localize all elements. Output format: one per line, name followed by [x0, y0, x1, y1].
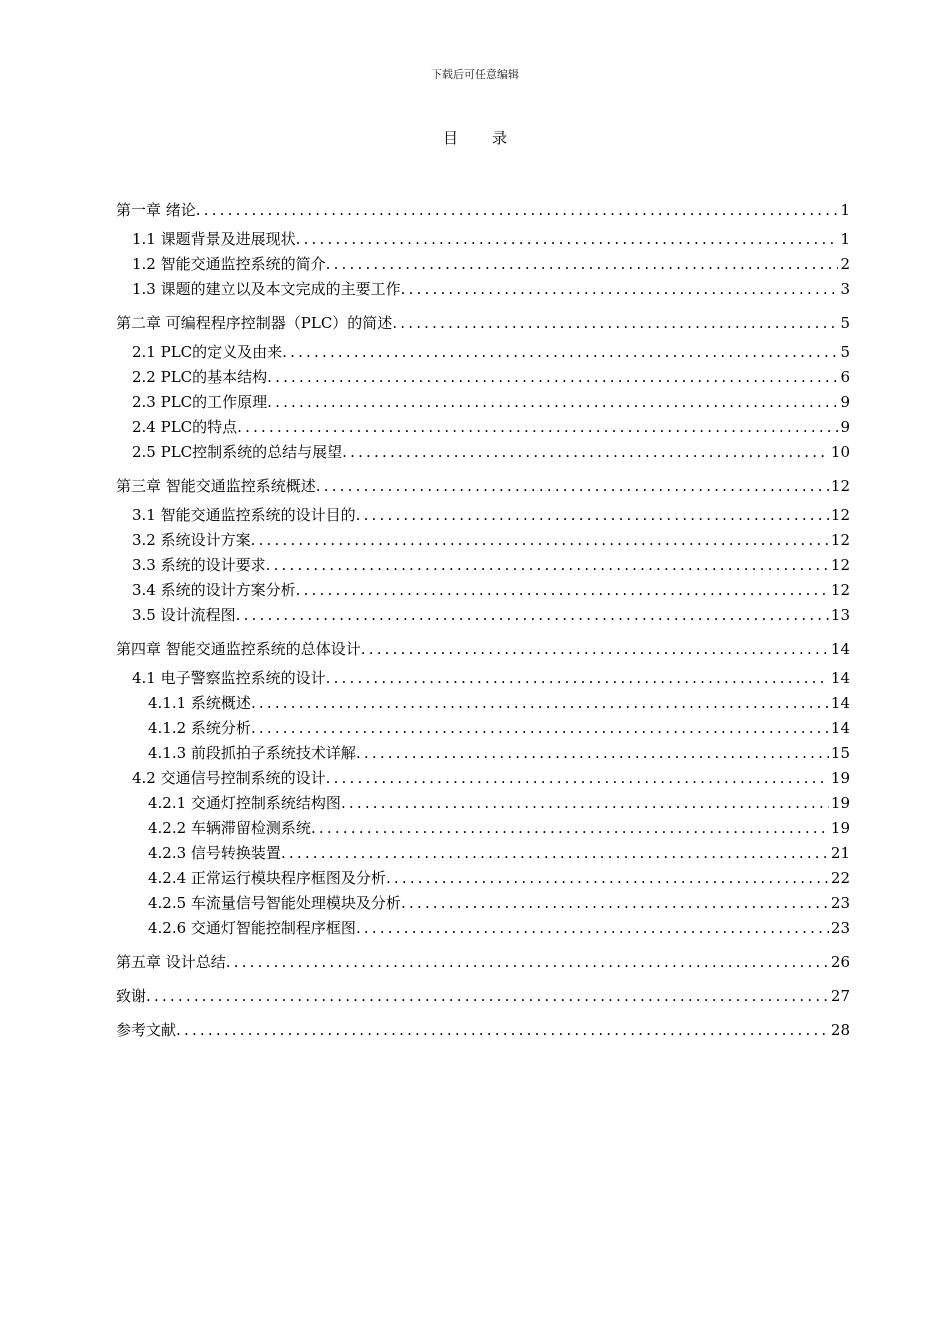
toc-page-number: 14: [830, 640, 850, 658]
toc-leader-dots: [356, 741, 829, 766]
toc-page-number: 14: [830, 719, 850, 737]
toc-leader-dots: [356, 503, 829, 528]
toc-page-number: 1: [840, 230, 850, 248]
toc-entry-label: 参考文献: [116, 1021, 177, 1039]
toc-leader-dots: [342, 440, 829, 465]
toc-page-number: 14: [830, 694, 850, 712]
toc-section-entry[interactable]: [116, 816, 850, 841]
toc-section-entry[interactable]: [116, 603, 850, 628]
toc-page-number: 12: [830, 581, 850, 599]
toc-entry-label: 4.1.3 前段抓拍子系统技术详解: [148, 744, 356, 762]
toc-leader-dots: [236, 603, 829, 628]
toc-leader-dots: [176, 1018, 829, 1043]
toc-page-number: 19: [830, 769, 850, 787]
toc-section-entry[interactable]: [116, 553, 850, 578]
toc-entry-label: 4.2.1 交通灯控制系统结构图: [148, 794, 341, 812]
toc-entry-label: 3.3 系统的设计要求: [132, 556, 266, 574]
page-title: 目录: [442, 129, 541, 147]
table-of-contents: [116, 198, 850, 1043]
toc-entry-label: 2.4 PLC的特点: [132, 418, 238, 436]
toc-page-number: 14: [830, 669, 850, 687]
toc-page-number: 19: [830, 819, 850, 837]
toc-leader-dots: [326, 766, 829, 791]
toc-leader-dots: [267, 365, 838, 390]
toc-leader-dots: [251, 691, 829, 716]
toc-entry-label: 4.2.2 车辆滞留检测系统: [148, 819, 311, 837]
toc-page-number: 5: [840, 314, 850, 332]
toc-entry-label: 第三章 智能交通监控系统概述: [116, 477, 316, 495]
toc-leader-dots: [386, 866, 829, 891]
toc-section-entry[interactable]: [116, 741, 850, 766]
toc-chapter-entry[interactable]: [116, 984, 850, 1009]
toc-section-entry[interactable]: [116, 666, 850, 691]
toc-leader-dots: [326, 252, 839, 277]
toc-entry-label: 2.3 PLC的工作原理: [132, 393, 268, 411]
toc-section-entry[interactable]: [116, 691, 850, 716]
toc-page-number: 12: [830, 477, 850, 495]
toc-page-number: 12: [830, 556, 850, 574]
toc-leader-dots: [251, 528, 829, 553]
toc-entry-label: 2.1 PLC的定义及由来: [132, 343, 283, 361]
toc-entry-label: 4.1.1 系统概述: [148, 694, 251, 712]
toc-page-number: 2: [840, 255, 850, 273]
toc-entry-label: 4.1.2 系统分析: [148, 719, 251, 737]
toc-leader-dots: [361, 637, 829, 662]
toc-leader-dots: [401, 277, 839, 302]
toc-section-entry[interactable]: [116, 528, 850, 553]
toc-section-entry[interactable]: [116, 716, 850, 741]
toc-section-entry[interactable]: [116, 227, 850, 252]
toc-page-number: 6: [840, 368, 850, 386]
toc-leader-dots: [267, 390, 838, 415]
toc-page-number: 5: [840, 343, 850, 361]
toc-section-entry[interactable]: [116, 277, 850, 302]
toc-page-number: 13: [830, 606, 850, 624]
toc-leader-dots: [356, 916, 829, 941]
toc-entry-label: 第一章 绪论: [116, 201, 196, 219]
toc-section-entry[interactable]: [116, 415, 850, 440]
toc-entry-label: 第五章 设计总结: [116, 953, 226, 971]
toc-section-entry[interactable]: [116, 791, 850, 816]
toc-section-entry[interactable]: [116, 766, 850, 791]
toc-section-entry[interactable]: [116, 891, 850, 916]
toc-leader-dots: [196, 198, 839, 223]
toc-entry-label: 1.1 课题背景及进展现状: [132, 230, 296, 248]
toc-entry-label: 2.2 PLC的基本结构: [132, 368, 268, 386]
toc-entry-label: 4.2.4 正常运行模块程序框图及分析: [148, 869, 386, 887]
toc-section-entry[interactable]: [116, 866, 850, 891]
toc-leader-dots: [237, 415, 838, 440]
toc-section-entry[interactable]: [116, 365, 850, 390]
toc-entry-label: 3.1 智能交通监控系统的设计目的: [132, 506, 356, 524]
toc-chapter-entry[interactable]: [116, 1018, 850, 1043]
toc-chapter-entry[interactable]: [116, 474, 850, 499]
toc-leader-dots: [326, 666, 829, 691]
toc-entry-label: 1.3 课题的建立以及本文完成的主要工作: [132, 280, 401, 298]
toc-chapter-entry[interactable]: [116, 637, 850, 662]
toc-page-number: 19: [830, 794, 850, 812]
toc-entry-label: 4.2.6 交通灯智能控制程序框图: [148, 919, 356, 937]
toc-leader-dots: [266, 553, 829, 578]
toc-entry-label: 第二章 可编程程序控制器（PLC）的简述: [116, 314, 393, 332]
toc-entry-label: 4.2.3 信号转换装置: [148, 844, 281, 862]
toc-leader-dots: [341, 791, 829, 816]
toc-entry-label: 3.2 系统设计方案: [132, 531, 251, 549]
page-header: 下载后可任意编辑: [431, 68, 519, 81]
toc-entry-label: 第四章 智能交通监控系统的总体设计: [116, 640, 361, 658]
toc-leader-dots: [296, 227, 839, 252]
toc-leader-dots: [282, 340, 838, 365]
toc-section-entry[interactable]: [116, 440, 850, 465]
toc-page-number: 9: [840, 393, 850, 411]
toc-section-entry[interactable]: [116, 916, 850, 941]
toc-leader-dots: [311, 816, 829, 841]
toc-page-number: 27: [830, 987, 850, 1005]
toc-leader-dots: [146, 984, 829, 1009]
toc-leader-dots: [281, 841, 829, 866]
toc-chapter-entry[interactable]: [116, 311, 850, 336]
toc-leader-dots: [226, 950, 829, 975]
toc-page-number: 23: [830, 919, 850, 937]
toc-page-number: 21: [830, 844, 850, 862]
toc-page-number: 22: [830, 869, 850, 887]
toc-entry-label: 3.4 系统的设计方案分析: [132, 581, 296, 599]
toc-entry-label: 2.5 PLC控制系统的总结与展望: [132, 443, 343, 461]
toc-leader-dots: [296, 578, 829, 603]
toc-page-number: 12: [830, 506, 850, 524]
toc-page-number: 3: [840, 280, 850, 298]
toc-section-entry[interactable]: [116, 390, 850, 415]
toc-page-number: 9: [840, 418, 850, 436]
toc-section-entry[interactable]: [116, 578, 850, 603]
toc-page-number: 26: [830, 953, 850, 971]
toc-entry-label: 致谢: [116, 987, 147, 1005]
toc-page-number: 15: [830, 744, 850, 762]
toc-entry-label: 3.5 设计流程图: [132, 606, 236, 624]
toc-section-entry[interactable]: [116, 841, 850, 866]
toc-entry-label: 4.2.5 车流量信号智能处理模块及分析: [148, 894, 401, 912]
toc-section-entry[interactable]: [116, 503, 850, 528]
toc-section-entry[interactable]: [116, 252, 850, 277]
toc-page-number: 1: [840, 201, 850, 219]
toc-page-number: 10: [830, 443, 850, 461]
toc-page-number: 23: [830, 894, 850, 912]
toc-leader-dots: [316, 474, 829, 499]
toc-entry-label: 4.1 电子警察监控系统的设计: [132, 669, 326, 687]
toc-entry-label: 4.2 交通信号控制系统的设计: [132, 769, 326, 787]
toc-section-entry[interactable]: [116, 340, 850, 365]
toc-page-number: 12: [830, 531, 850, 549]
toc-leader-dots: [251, 716, 829, 741]
toc-chapter-entry[interactable]: [116, 198, 850, 223]
toc-entry-label: 1.2 智能交通监控系统的简介: [132, 255, 326, 273]
toc-page-number: 28: [830, 1021, 850, 1039]
toc-chapter-entry[interactable]: [116, 950, 850, 975]
toc-leader-dots: [392, 311, 838, 336]
toc-leader-dots: [401, 891, 829, 916]
